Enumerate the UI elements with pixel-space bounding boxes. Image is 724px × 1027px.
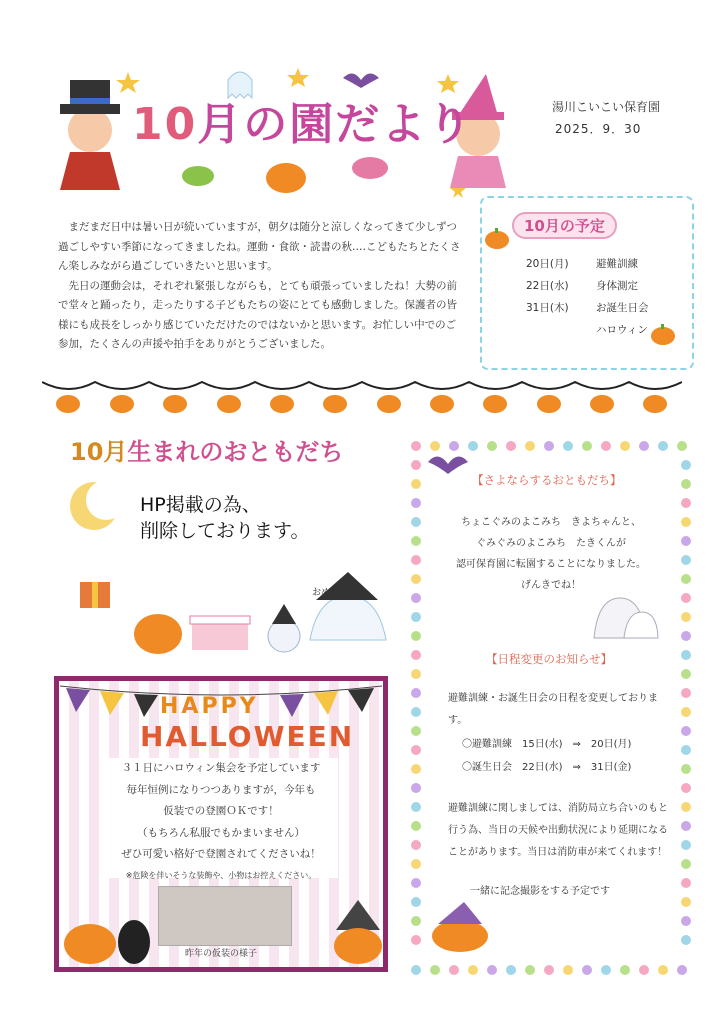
halloween-message: ３１日にハロウィン集会を予定しています 毎年恒例になりつつありますが，今年も 仮装での登園ＯＫです！ （もちろん私服でもかまいません） ぜひ可愛い格好で登園されてくださいね！ xyxy=(121,762,321,860)
halloween-warning: ※危険を伴いそうな装飾や、小物はお控えください。 xyxy=(125,871,317,880)
schedule-change-row: 〇誕生日会 22日(水) ⇒ 31日(金) xyxy=(462,762,632,773)
schedule-change-heading: 【日程変更のお知らせ】 xyxy=(486,652,613,666)
intro-paragraph: 先日の運動会は，それぞれ緊張しながらも，とても頑張っていましたね！大勢の前で堂々と踊ったり，走ったりする子どもたちの姿にとても感動しました。保護者の皆様にも成長をしっかり感じていただけたのではないかと思います。お忙しい中でのご参加，たくさんの声援や拍手をありがとうございました。 xyxy=(58,279,457,350)
farewell-heading: 【さよならするおともだち】 xyxy=(472,473,622,487)
pumpkin-icon xyxy=(428,900,492,952)
pumpkin-icon xyxy=(484,228,510,250)
birthday-title: 10月生まれのおともだち xyxy=(70,438,344,466)
removed-notice: HP掲載の為、 削除しております。 xyxy=(140,494,310,542)
photo-note: 一緒に記念撮影をする予定です xyxy=(470,886,610,897)
party-decoration xyxy=(72,560,392,660)
costume-photo xyxy=(158,886,292,946)
intro-text xyxy=(58,218,466,355)
pumpkin-icon xyxy=(330,900,386,966)
page-title: 10月の園だより xyxy=(132,99,474,150)
schedule-row: 31日(木) お誕生日会 xyxy=(526,302,649,314)
schedule-change-intro: 避難訓練・お誕生日会の日程を変更しております。 xyxy=(448,693,658,726)
intro-paragraph: まだまだ日中は暑い日が続いていますが，朝夕は随分と涼しくなってきて少しずつ過ごしやすい季節になってきましたね。運動・食欲・読書の秋‥‥こどもたちとたくさん楽しみながら過ごしていきたいと思います。 xyxy=(58,221,461,272)
photo-caption: 昨年の仮装の様子 xyxy=(184,949,257,959)
pumpkin-cat-decoration xyxy=(60,900,156,966)
pumpkin-garland xyxy=(42,378,682,418)
halloween-text: HALLOWEEN xyxy=(140,720,355,753)
moon-icon xyxy=(66,478,122,534)
drill-note: 避難訓練に関しましては、消防局立ち合いのもと行う為、当日の天候や出動状況により延期になることがあります。当日は消防車が来てくれます！ xyxy=(448,803,668,858)
happy-text: HAPPY xyxy=(160,694,259,719)
bat-icon xyxy=(426,450,470,480)
issue-date: 2025．9．30 xyxy=(555,122,642,136)
ghost-icon xyxy=(590,590,660,640)
pumpkin-icon xyxy=(650,324,676,346)
schedule-change-row: 〇避難訓練 15日(水) ⇒ 20日(月) xyxy=(462,739,632,750)
schedule-row: 22日(水) 身体測定 xyxy=(526,280,638,292)
schedule-row: 20日(月) 避難訓練 xyxy=(526,258,638,270)
schedule-title: 10月の予定 xyxy=(512,212,617,239)
farewell-text: ちょこぐみのよこみち きよちゃんと、 ぐみぐみのよこみち たきくんが 認可保育園に転園することになりました。 げんきでね！ xyxy=(456,517,646,591)
school-name: 湯川こいこい保育園 xyxy=(552,100,661,114)
omedetou-text: おめでとう☆ xyxy=(312,588,366,598)
